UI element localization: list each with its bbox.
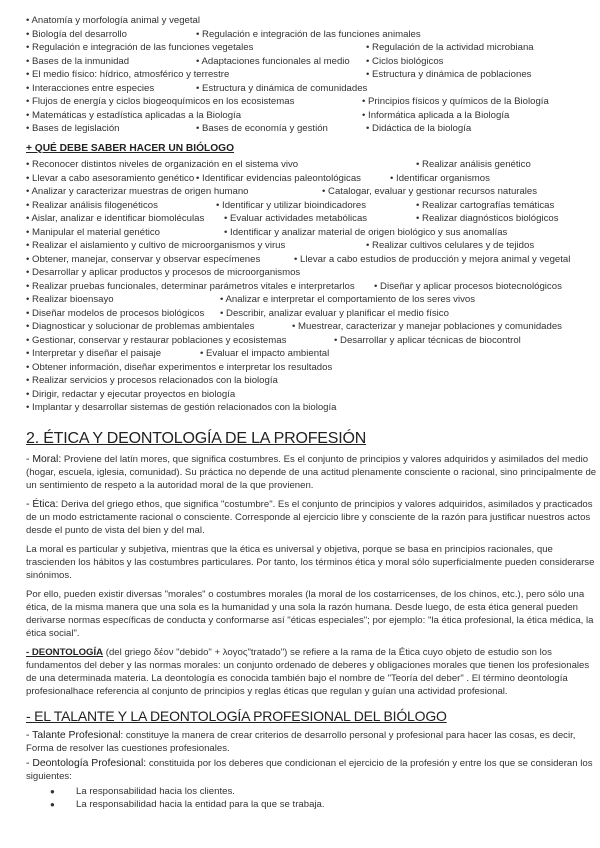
list-item: • Realizar análisis filogenéticos [26, 199, 158, 211]
list-item: • Analizar y caracterizar muestras de origen humano [26, 186, 249, 198]
talante-paragraph [26, 729, 598, 755]
list-item: • Muestrear, caracterizar y manejar poblaciones y comunidades [292, 321, 562, 333]
list-row [26, 266, 598, 280]
list-item: • Realizar servicios y procesos relacionados con la biología [26, 375, 278, 387]
deontologia-profesional-term: - Deontología Profesional: [26, 758, 147, 770]
list-row [26, 185, 598, 199]
section-heading-que-debe-saber: + QUÉ DEBE SABER HACER UN BIÓLOGO [26, 142, 235, 154]
diversas-morales-paragraph: Por ello, pueden existir diversas "morales" o costumbres morales (la moral de los costarricenses, de los chinos, etc.), pero sólo una ética, de la misma manera que una sola es la humanidad y una sola la razón humana. Desde luego, de esta ética general pueden derivarse normas específicas de conducta y conformarse así "éticas especiales"; por ejemplo: "la ética profesional, la ética médica, la ética social". [26, 588, 594, 639]
list-row [26, 68, 598, 82]
list-item: • Llevar a cabo asesoramiento genético [26, 172, 195, 184]
list-row [26, 122, 598, 136]
list-row [26, 95, 598, 109]
list-item: • Principios físicos y químicos de la Biología [362, 96, 549, 107]
list-item: • Diagnosticar y solucionar de problemas ambientales [26, 321, 255, 333]
etica-text: Deriva del griego ethos, que significa "costumbre". Es el conjunto de principios y valores adquiridos, asimilados y practicados de un modo estrictamente racional o consciente. Corresponde al ejercicio libre y consciente de la razón para justificar nuestros actos desde el punto de vista del bien y del mal. [26, 498, 593, 536]
etica-term: - Ética: [26, 498, 59, 510]
list-item: • Gestionar, conservar y restaurar poblaciones y ecosistemas [26, 334, 287, 346]
list-item: • Anatomía y morfología animal y vegetal [26, 15, 201, 26]
topic-list [26, 14, 598, 136]
list-row [26, 226, 598, 240]
list-item: • Obtener información, diseñar experimentos e interpretar los resultados [26, 361, 333, 373]
list-row [26, 28, 598, 42]
list-item: • Dirigir, redactar y ejecutar proyectos en biología [26, 388, 236, 400]
list-item: • Identificar y analizar material de origen biológico y sus anomalías [224, 226, 508, 238]
list-row [26, 14, 598, 28]
list-item: • Realizar pruebas funcionales, determinar parámetros vitales e interpretarlos [26, 280, 355, 292]
section-heading-etica: 2. ÉTICA Y DEONTOLOGÍA DE LA PROFESIÓN [26, 429, 367, 447]
list-item: • Realizar diagnósticos biológicos [416, 213, 559, 225]
list-item: • Evaluar el impacto ambiental [200, 348, 330, 360]
list-item: • Realizar cultivos celulares y de tejidos [366, 240, 535, 252]
deontologia-text: (del griego δέον "debido" + λογος"tratado") se refiere a la rama de la Ética cuyo objeto de estudio son los fundamentos del deber y las normas morales: un conjunto ordenado de deberes y obligaciones morales que tienen los profesionales de una determinada materia. La deontología es conocida también bajo el nombre de "Teoría del deber" . El término deontología profesionalhace referencia al conjunto de principios y reglas éticas que regulan y guían una actividad profesional. [26, 646, 590, 697]
moral-paragraph [26, 453, 598, 492]
responsibility-list [50, 785, 598, 811]
list-item: • Describir, analizar evaluar y planificar el medio físico [220, 307, 449, 319]
list-item: • Adaptaciones funcionales al medio [196, 55, 350, 67]
moral-term: - Moral: [26, 453, 62, 465]
list-item: • Catalogar, evaluar y gestionar recursos naturales [322, 186, 538, 198]
list-item: • Estructura y dinámica de poblaciones [366, 69, 532, 80]
list-item: • Identificar y utilizar bioindicadores [216, 199, 367, 211]
list-row [26, 307, 598, 321]
list-item: • Aislar, analizar e identificar biomoléculas [26, 213, 205, 225]
list-row [26, 388, 598, 402]
list-item: • Bases de la inmunidad [26, 55, 130, 67]
list-row [26, 199, 598, 213]
list-row [26, 55, 598, 69]
list-item: • Interacciones entre especies [26, 82, 155, 94]
talante-text: : constituye la manera de crear criterios de desarrollo personal y profesional para hacer las cosas, es decir, Forma de resolver las cuestiones profesionales. [26, 730, 576, 755]
list-item: • Estructura y dinámica de comunidades [196, 82, 368, 94]
list-item: • Regulación e integración de las funciones vegetales [26, 42, 254, 53]
list-row [26, 239, 598, 253]
list-item: • Desarrollar y aplicar técnicas de biocontrol [334, 334, 521, 346]
list-row [26, 41, 598, 55]
list-item: • Biología del desarrollo [26, 28, 127, 40]
list-item: • Diseñar y aplicar procesos biotecnológicos [374, 280, 562, 292]
list-item: • Bases de economía y gestión [196, 123, 328, 134]
list-item: ● La responsabilidad hacia los clientes. [50, 785, 598, 798]
list-item: • Ciclos biológicos [366, 55, 444, 67]
list-item: • El medio físico: hídrico, atmosférico y terrestre [26, 69, 230, 80]
deontologia-paragraph [26, 646, 598, 698]
list-item: • Manipular el material genético [26, 226, 161, 238]
section-heading-talante: - EL TALANTE Y LA DEONTOLOGÍA PROFESIONAL DEL BIÓLOGO [26, 707, 447, 724]
list-item: • Identificar evidencias paleontológicas [196, 172, 361, 184]
list-row [26, 293, 598, 307]
list-item: • Diseñar modelos de procesos biológicos [26, 307, 205, 319]
moral-text: Proviene del latín mores, que significa costumbres. Es el conjunto de principios y valores adquiridos y asimilados del medio (hogar, escuela, iglesia, comunidad). Su práctica no depende de una actitud plenamente consciente o racional, sino principalmente de un sentimiento de respeto a la autoridad moral de la que provienen. [26, 453, 597, 491]
list-item: • Realizar cartografías temáticas [416, 199, 555, 211]
list-item: ● La responsabilidad hacia la entidad para la que se trabaja. [50, 798, 598, 811]
list-item: • Flujos de energía y ciclos biogeoquímicos en los ecosistemas [26, 96, 295, 107]
deontologia-profesional-paragraph [26, 757, 598, 783]
list-item: • Reconocer distintos niveles de organización en el sistema vivo [26, 159, 299, 171]
list-item: • Desarrollar y aplicar productos y procesos de microorganismos [26, 267, 301, 279]
list-item: • Informática aplicada a la Biología [362, 109, 510, 121]
list-item: • Realizar análisis genético [416, 159, 531, 171]
list-row [26, 347, 598, 361]
list-row [26, 253, 598, 267]
list-item: • Interpretar y diseñar el paisaje [26, 348, 162, 360]
list-row [26, 109, 598, 123]
list-item: • Regulación de la actividad microbiana [366, 42, 534, 53]
list-row [26, 401, 598, 415]
list-row [26, 320, 598, 334]
list-item: • Matemáticas y estadística aplicadas a la Biología [26, 109, 242, 121]
list-row [26, 158, 598, 172]
list-item: • Analizar e interpretar el comportamiento de los seres vivos [220, 294, 476, 306]
list-row [26, 361, 598, 375]
list-row [26, 212, 598, 226]
list-item: • Implantar y desarrollar sistemas de gestión relacionados con la biología [26, 402, 337, 414]
list-item: • Realizar el aislamiento y cultivo de microorganismos y virus [26, 240, 286, 252]
moral-vs-etica-paragraph: La moral es particular y subjetiva, mientras que la ética es universal y objetiva, porque se basa en principios racionales, que trascienden los hábitos y las costumbres particulares. Por tanto, los términos ética y moral sólo superficialmente pueden considerarse sinónimos. [26, 543, 595, 581]
list-row [26, 374, 598, 388]
list-item: • Identificar organismos [390, 172, 490, 184]
skills-list [26, 158, 598, 415]
talante-term: - Talante Profesional [26, 730, 121, 742]
list-item: • Regulación e integración de las funciones animales [196, 28, 421, 40]
list-row [26, 172, 598, 186]
deontologia-profesional-text: constituida por los deberes que condicionan el ejercicio de la profesión y entre los que se consideran los siguientes: [26, 758, 593, 783]
list-row [26, 334, 598, 348]
list-item: • Evaluar actividades metabólicas [224, 213, 368, 225]
list-item: • Didáctica de la biología [366, 123, 472, 134]
list-item: • Llevar a cabo estudios de producción y mejora animal y vegetal [294, 253, 571, 265]
deontologia-term: - DEONTOLOGÍA [26, 646, 104, 658]
list-row [26, 280, 598, 294]
list-item: • Realizar bioensayo [26, 294, 114, 306]
list-item: • Bases de legislación [26, 123, 120, 134]
etica-paragraph [26, 498, 598, 537]
list-row [26, 82, 598, 96]
list-item: • Obtener, manejar, conservar y observar especímenes [26, 253, 261, 265]
